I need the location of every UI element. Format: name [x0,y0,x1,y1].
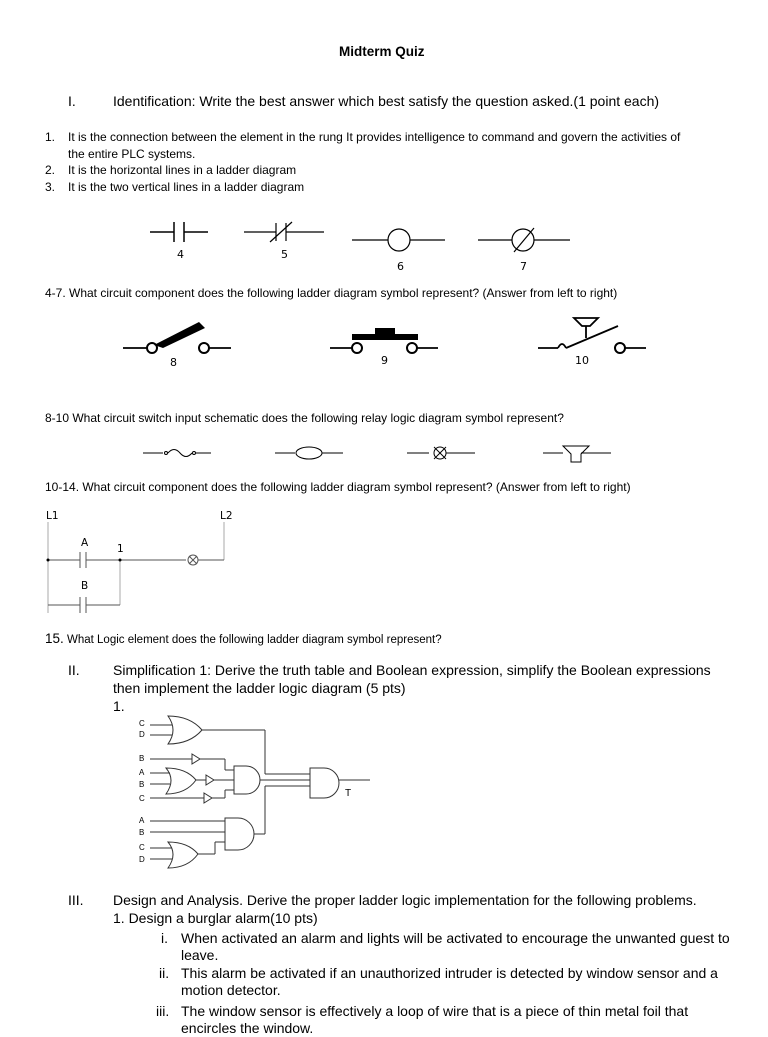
horn-symbol [543,443,613,465]
no-contact-symbol [150,220,210,245]
point-i-num: i. [161,930,168,946]
lamp-symbol [407,445,477,461]
point-ii-line1: This alarm be activated if an unauthorized intruder is detected by window sensor and a [181,965,718,981]
question-3-text: It is the two vertical lines in a ladder diagram [68,180,305,194]
relay-coil-symbol [275,445,345,461]
ladder-label-b: B [81,580,89,592]
switch-label-9: 9 [381,354,388,367]
section-3-task: 1. Design a burglar alarm(10 pts) [113,910,318,926]
section-3-heading: Design and Analysis. Derive the proper ladder logic implementation for the following problems. [113,892,697,908]
question-15-text: What Logic element does the following ladder diagram symbol represent? [67,634,442,646]
pressure-switch-symbol [538,314,648,358]
thermal-switch-symbol [143,445,213,461]
section-2-line1: Simplification 1: Derive the truth table and Boolean expression, simplify the Boolean expressions [113,662,711,678]
ladder-label-1: 1 [117,543,124,555]
section-1-heading: Identification: Write the best answer which best satisfy the question asked.(1 point each) [113,93,660,109]
output-t: T [345,788,352,799]
ladder-label-a: A [81,537,89,549]
input-b-bot: B [139,828,145,837]
point-iii-num: iii. [156,1003,170,1019]
symbol-label-6: 6 [397,260,404,273]
ladder-label-l2: L2 [220,510,233,522]
question-15-num: 15. [45,631,64,646]
ladder-label-l1: L1 [46,510,59,522]
input-d-bot: D [139,855,145,864]
input-b-mid: B [139,754,145,763]
point-i-line2: leave. [181,947,219,963]
point-i-line1: When activated an alarm and lights will be activated to encourage the unwanted guest to [181,930,730,946]
toggle-switch-symbol [123,318,233,358]
logic-circuit [130,710,380,870]
input-c-top: C [139,719,145,728]
symbol-label-7: 7 [520,260,527,273]
symbol-label-5: 5 [281,248,288,261]
nc-coil-symbol [478,228,573,254]
section-2-item-1: 1. [113,698,125,714]
question-4-7: 4-7. What circuit component does the following ladder diagram symbol represent? (Answer from left to right) [45,286,618,300]
question-1-num: 1. [45,130,56,144]
point-iii-line2: encircles the window. [181,1020,314,1036]
question-8-10: 8-10 What circuit switch input schematic does the following relay logic diagram symbol represent? [45,411,564,425]
coil-symbol [352,228,447,254]
question-2-num: 2. [45,163,56,177]
input-b-mid2: B [139,780,145,789]
section-3-roman: III. [68,892,84,908]
input-c-mid: C [139,794,145,803]
question-1-text: It is the connection between the element in the rung It provides intelligence to command and govern the activities of [68,130,681,144]
point-ii-num: ii. [159,965,170,981]
section-1-roman: I. [68,93,76,109]
input-d-top: D [139,730,145,739]
input-a-mid: A [139,768,145,777]
page-title: Midterm Quiz [339,44,425,59]
input-a-bot: A [139,816,145,825]
section-2-line2: then implement the ladder logic diagram (5 pts) [113,680,406,696]
question-1-text-cont: the entire PLC systems. [68,147,196,161]
nc-contact-symbol [244,220,326,245]
point-ii-line2: motion detector. [181,982,281,998]
switch-label-8: 8 [170,356,177,369]
input-c-bot: C [139,843,145,852]
symbol-label-4: 4 [177,248,184,261]
ladder-diagram [40,508,240,618]
point-iii-line1: The window sensor is effectively a loop of wire that is a piece of thin metal foil that [181,1003,689,1019]
question-2-text: It is the horizontal lines in a ladder diagram [68,163,297,177]
section-2-roman: II. [68,662,80,678]
question-10-14: 10-14. What circuit component does the following ladder diagram symbol represent? (Answer from left to right) [45,480,631,494]
question-3-num: 3. [45,180,56,194]
switch-label-10: 10 [575,354,589,367]
